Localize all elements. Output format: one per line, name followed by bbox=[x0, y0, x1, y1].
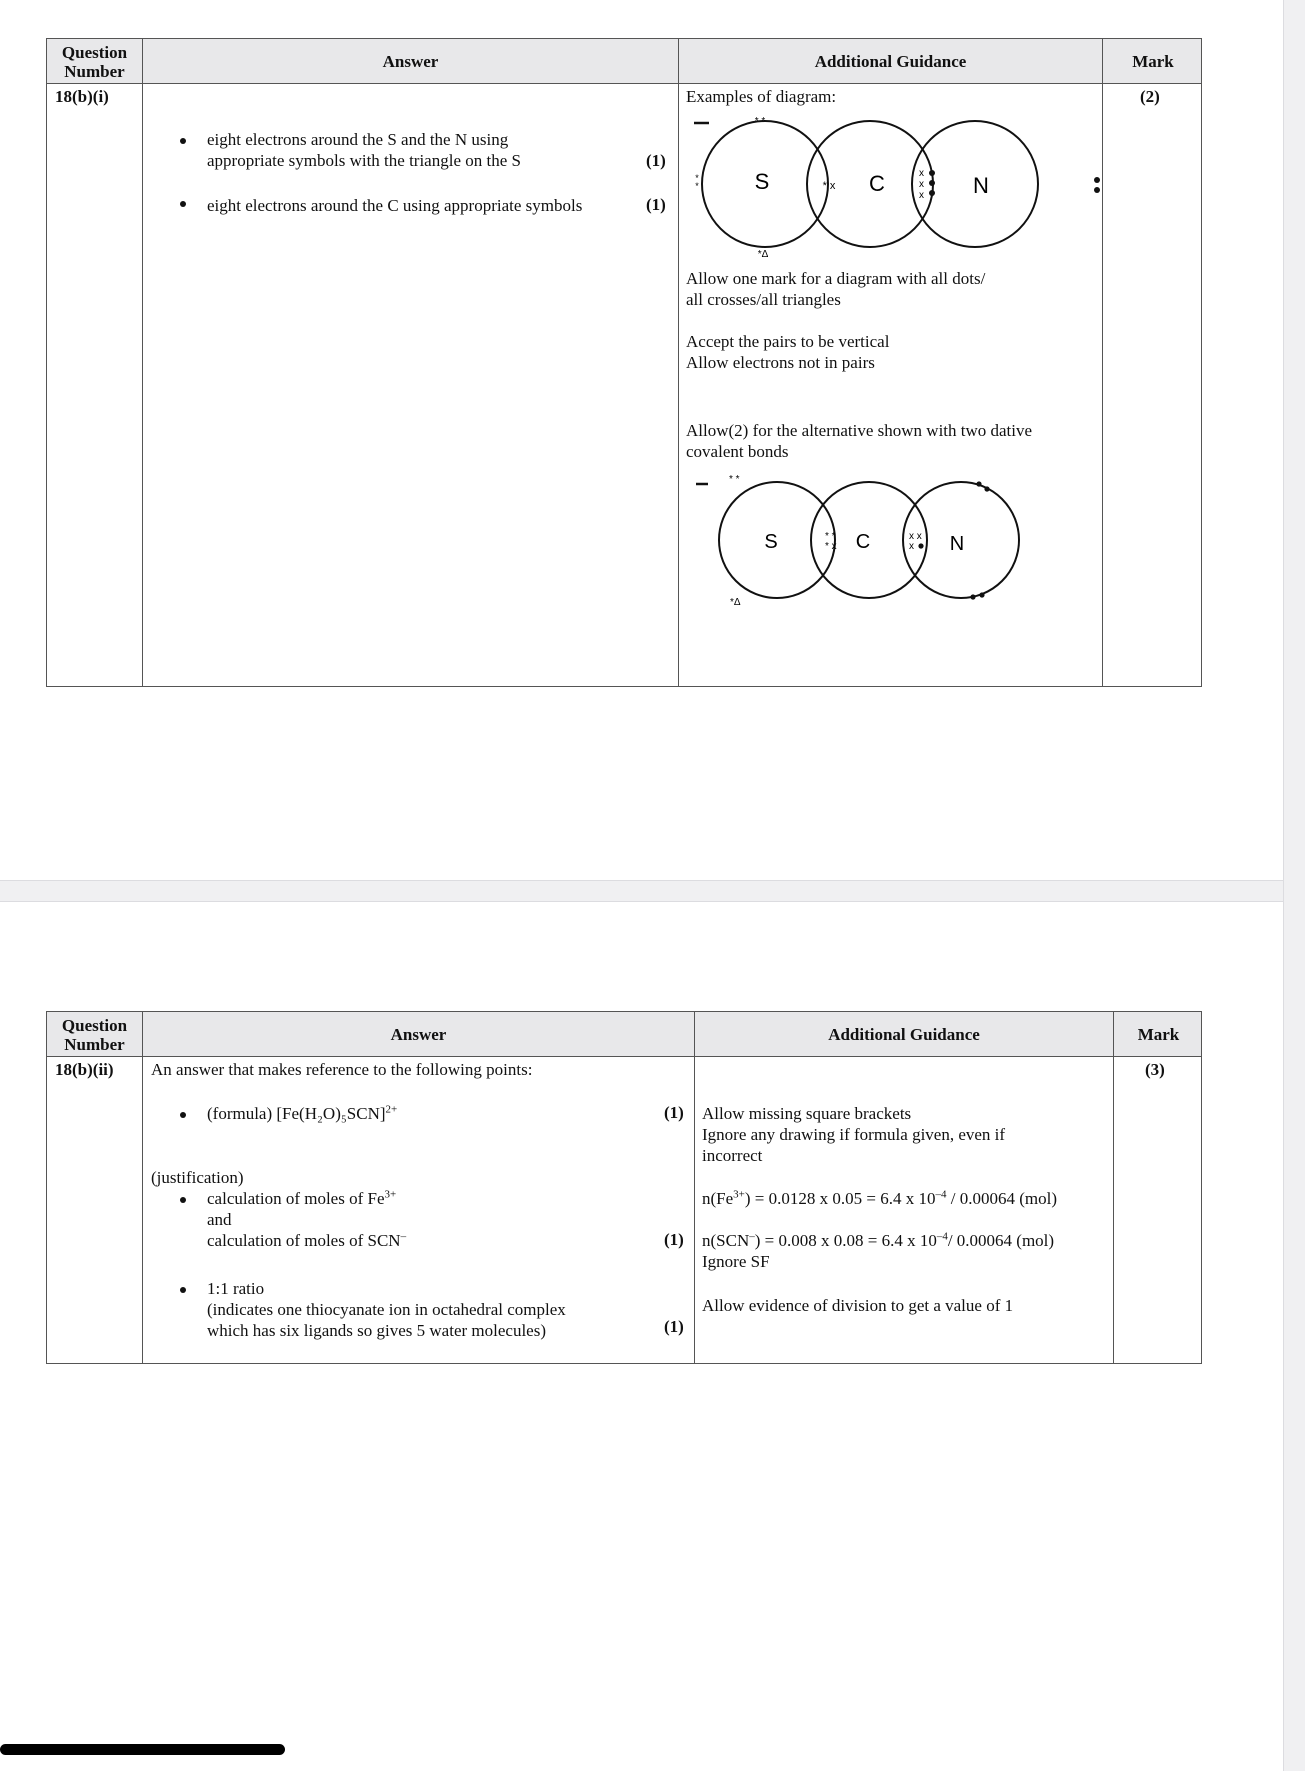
header-additional-guidance: Additional Guidance bbox=[814, 52, 967, 71]
header-question-number: Question Number bbox=[61, 1015, 128, 1054]
bullet bbox=[180, 1112, 186, 1118]
guidance-formula-1: Allow missing square brackets bbox=[702, 1104, 912, 1123]
page-edge bbox=[1283, 0, 1305, 1771]
part2-total-mark: (3) bbox=[1145, 1060, 1165, 1079]
answer-ratio-line-3: which has six ligands so gives 5 water molecules) bbox=[207, 1321, 546, 1340]
header-question-number: Question Number bbox=[61, 42, 128, 81]
svg-text:* *: * * bbox=[825, 531, 836, 542]
svg-text:x x: x x bbox=[909, 531, 922, 542]
answer-formula: (formula) $[Fe(H_2O)_5SCN]^{2+}$ bbox=[207, 1103, 398, 1123]
answer-point-1-line-2: appropriate symbols with the triangle on the S bbox=[207, 151, 521, 170]
svg-text:* x: * x bbox=[822, 180, 836, 192]
dot-cross-diagram-2 bbox=[692, 472, 1072, 612]
bullet bbox=[180, 1197, 186, 1203]
bullet bbox=[180, 138, 186, 144]
header-answer: Answer bbox=[382, 52, 439, 71]
guidance-allow-one-mark-1: Allow one mark for a diagram with all dots/ bbox=[686, 269, 986, 288]
carbon-label: C bbox=[869, 171, 885, 196]
guidance-division-note: Allow evidence of division to get a value of 1 bbox=[702, 1296, 1014, 1315]
justification-label: (justification) bbox=[151, 1168, 244, 1187]
answer-point-2-mark: (1) bbox=[646, 195, 666, 214]
header-mark: Mark bbox=[1132, 52, 1174, 71]
question-number: 18(b)(ii) bbox=[55, 1060, 114, 1079]
svg-text:x: x bbox=[909, 541, 914, 552]
svg-text:x: x bbox=[919, 168, 924, 179]
svg-text:* *: * * bbox=[754, 116, 766, 127]
header-mark: Mark bbox=[1137, 1025, 1180, 1044]
formula-mark: (1) bbox=[664, 1103, 684, 1122]
guidance-allow-two-2: covalent bonds bbox=[686, 442, 789, 461]
guidance-fe-calculation: $n(Fe^{3+}) = 0.0128$ x 0.05 = 6.4 x $10^{-4} / 0.00064$ (mol) bbox=[702, 1188, 1057, 1208]
guidance-accept-pairs-2: Allow electrons not in pairs bbox=[686, 353, 875, 372]
svg-text:*: * bbox=[695, 181, 699, 191]
home-indicator bbox=[0, 1744, 285, 1755]
header-answer: Answer bbox=[390, 1025, 447, 1044]
guidance-formula-2: Ignore any drawing if formula given, even if bbox=[702, 1125, 1006, 1144]
calc-mark: (1) bbox=[664, 1230, 684, 1249]
svg-text:*: * bbox=[695, 173, 699, 183]
svg-text:N: N bbox=[949, 533, 965, 555]
answer-point-2: eight electrons around the C using appropriate symbols bbox=[207, 196, 583, 215]
guidance-allow-two-1: Allow(2) for the alternative shown with two dative bbox=[686, 421, 1033, 440]
guidance-ignore-sf: Ignore SF bbox=[702, 1252, 770, 1271]
answer-and: and bbox=[207, 1210, 232, 1229]
part1-total-mark: (2) bbox=[1140, 87, 1160, 106]
bullet bbox=[180, 201, 186, 207]
svg-text:S: S bbox=[764, 531, 778, 553]
svg-text:C: C bbox=[855, 531, 871, 553]
svg-text:x: x bbox=[919, 179, 924, 190]
guidance-formula-3: incorrect bbox=[702, 1146, 763, 1165]
mark-scheme-table-18bii bbox=[46, 1011, 1202, 1364]
mark-scheme-table-18bi bbox=[46, 38, 1202, 687]
answer-point-1-mark: (1) bbox=[646, 151, 666, 170]
page-separator bbox=[0, 880, 1283, 902]
guidance-scn-calculation: n(SCN–) = 0.008 x 0.08 = 6.4 x $10^{-4}/$ 0.00064 (mol) bbox=[702, 1230, 1055, 1250]
svg-text:x: x bbox=[919, 190, 924, 201]
header-additional-guidance: Additional Guidance bbox=[828, 1025, 980, 1044]
svg-text:*Δ: *Δ bbox=[757, 249, 769, 257]
svg-text:*Δ: *Δ bbox=[730, 597, 741, 608]
question-number: 18(b)(i) bbox=[55, 87, 109, 106]
dot-cross-diagram-1 bbox=[687, 107, 1107, 257]
guidance-accept-pairs-1: Accept the pairs to be vertical bbox=[686, 332, 890, 351]
svg-text:* *: * * bbox=[729, 474, 740, 485]
guidance-allow-one-mark-2: all crosses/all triangles bbox=[686, 290, 841, 309]
svg-text:* x: * x bbox=[825, 541, 837, 552]
answer-calc-scn: calculation of moles of SCN– bbox=[207, 1230, 407, 1250]
ratio-mark: (1) bbox=[664, 1317, 684, 1336]
answer-point-1-line-1: eight electrons around the S and the N using bbox=[207, 130, 509, 149]
nitrogen-label: N bbox=[973, 173, 989, 198]
bullet bbox=[180, 1287, 186, 1293]
answer-intro: An answer that makes reference to the following points: bbox=[151, 1060, 533, 1079]
guidance-examples-label: Examples of diagram: bbox=[686, 87, 837, 106]
answer-ratio-line-1: 1:1 ratio bbox=[207, 1279, 265, 1298]
sulfur-label: S bbox=[754, 169, 770, 194]
answer-ratio-line-2: (indicates one thiocyanate ion in octahedral complex bbox=[207, 1300, 566, 1319]
answer-calc-fe: calculation of moles of $Fe^{3+}$ bbox=[207, 1188, 397, 1208]
